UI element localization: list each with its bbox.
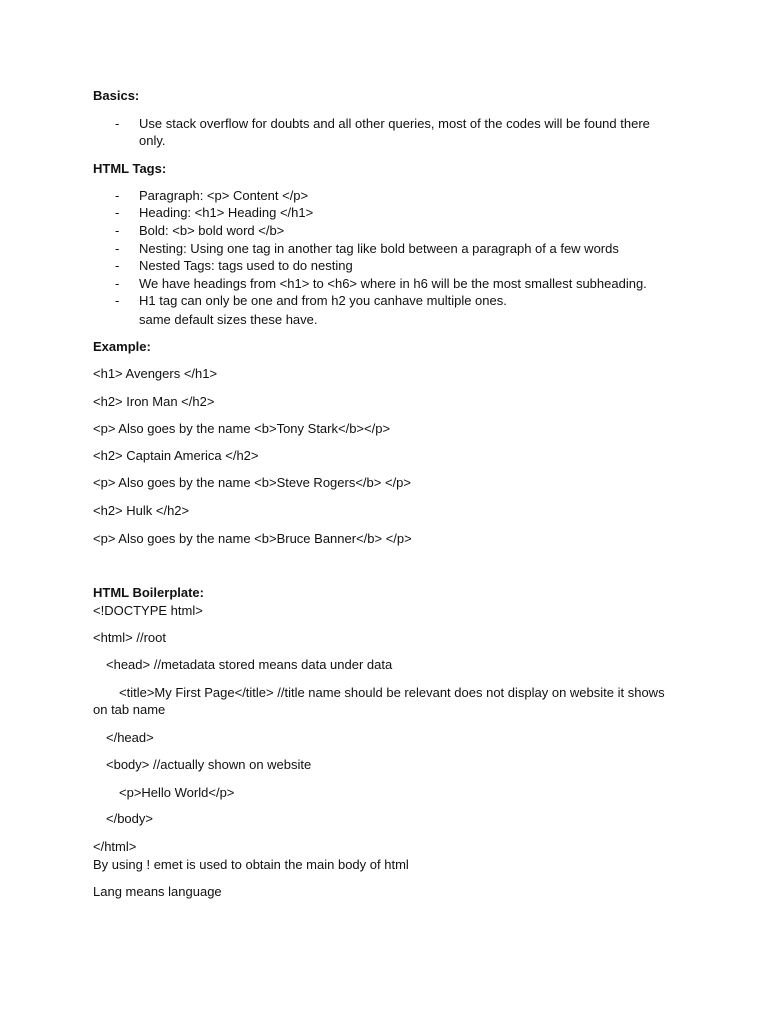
bullet-dash: -: [115, 276, 120, 291]
basics-item-line1: Use stack overflow for doubts and all other queries, most of the codes will be found there: [139, 116, 650, 131]
boilerplate-html-open: <html> //root: [93, 630, 166, 645]
example-line: <p> Also goes by the name <b>Steve Rogers</b> </p>: [93, 475, 412, 490]
bullet-dash: -: [115, 223, 120, 238]
example-heading: Example:: [93, 339, 151, 354]
boilerplate-p-line: <p>Hello World</p>: [119, 785, 235, 800]
boilerplate-html-close: </html>: [93, 839, 137, 854]
bullet-dash: -: [115, 188, 120, 203]
boilerplate-title-line1: <title>My First Page</title> //title name should be relevant does not display on website it shows: [119, 685, 665, 700]
example-line: <h1> Avengers </h1>: [93, 366, 218, 381]
bullet-dash: -: [115, 241, 120, 256]
html-tags-item: Nested Tags: tags used to do nesting: [139, 258, 353, 273]
example-line: <h2> Iron Man </h2>: [93, 394, 215, 409]
example-line: <p> Also goes by the name <b>Tony Stark</b></p>: [93, 421, 391, 436]
html-tags-item: We have headings from <h1> to <h6> where in h6 will be the most smallest subheading.: [139, 276, 647, 291]
bullet-dash: -: [115, 258, 120, 273]
note-line: By using ! emet is used to obtain the main body of html: [93, 857, 409, 872]
bullet-dash: -: [115, 205, 120, 220]
example-line: <h2> Hulk </h2>: [93, 503, 190, 518]
boilerplate-doctype: <!DOCTYPE html>: [93, 603, 203, 618]
boilerplate-head-open: <head> //metadata stored means data under data: [106, 657, 393, 672]
boilerplate-head-close: </head>: [106, 730, 154, 745]
html-tags-item: Bold: <b> bold word </b>: [139, 223, 285, 238]
html-tags-heading: HTML Tags:: [93, 161, 167, 176]
basics-heading: Basics:: [93, 88, 140, 103]
basics-item-line2: only.: [139, 133, 166, 148]
example-line: <h2> Captain America </h2>: [93, 448, 259, 463]
note-line: Lang means language: [93, 884, 222, 899]
boilerplate-title-line2: on tab name: [93, 702, 166, 717]
boilerplate-body-open: <body> //actually shown on website: [106, 757, 312, 772]
html-tags-item: H1 tag can only be one and from h2 you canhave multiple ones.: [139, 293, 507, 308]
example-line: <p> Also goes by the name <b>Bruce Banner</b> </p>: [93, 531, 412, 546]
html-tags-item: Nesting: Using one tag in another tag like bold between a paragraph of a few words: [139, 241, 619, 256]
bullet-dash: -: [115, 293, 120, 308]
boilerplate-heading: HTML Boilerplate:: [93, 585, 204, 600]
html-tags-continuation: same default sizes these have.: [139, 312, 318, 327]
html-tags-item: Paragraph: <p> Content </p>: [139, 188, 309, 203]
html-tags-item: Heading: <h1> Heading </h1>: [139, 205, 314, 220]
boilerplate-body-close: </body>: [106, 811, 153, 826]
bullet-dash: -: [115, 116, 120, 131]
